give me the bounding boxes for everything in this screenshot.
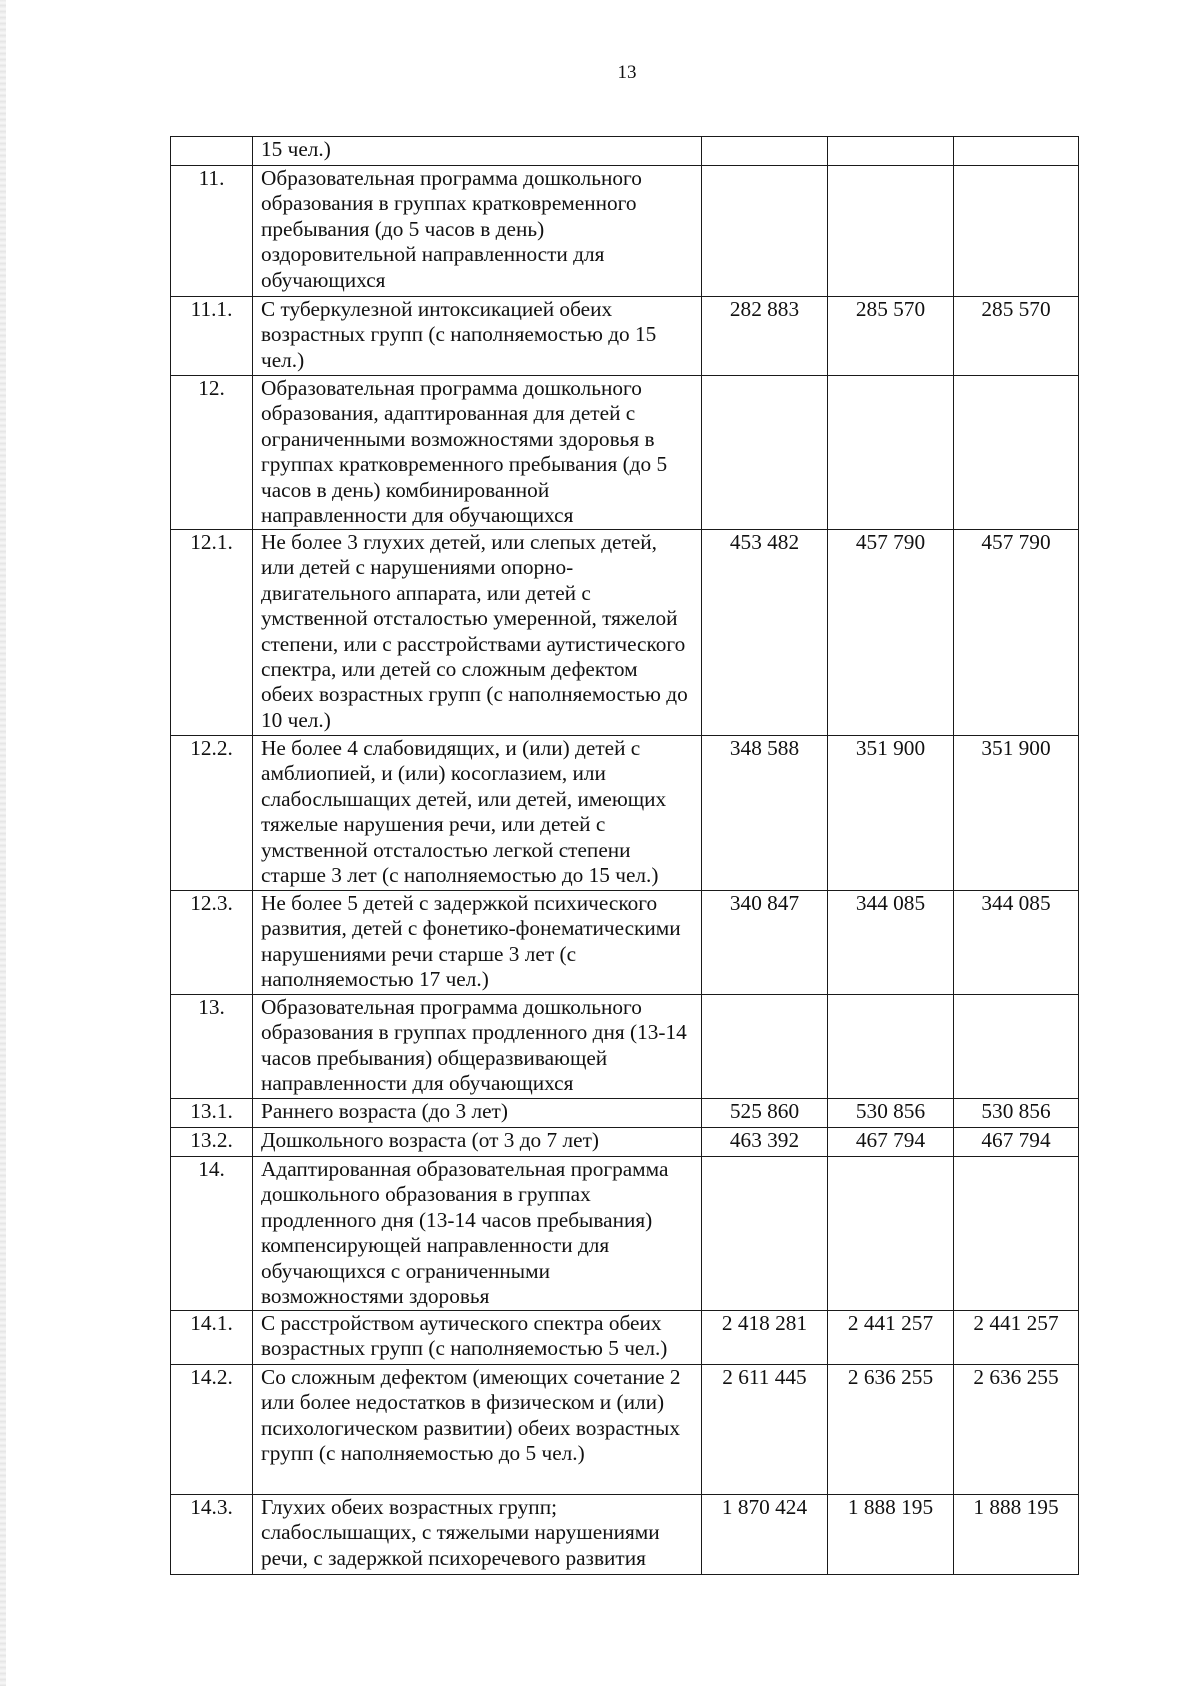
row-number: 14.3. [171, 1495, 253, 1575]
row-value-1 [702, 1157, 828, 1311]
row-value-2: 530 856 [828, 1099, 954, 1128]
row-value-2: 2 441 257 [828, 1311, 954, 1365]
row-value-3: 457 790 [954, 530, 1079, 736]
row-number: 13. [171, 995, 253, 1099]
row-value-2: 457 790 [828, 530, 954, 736]
row-value-3: 467 794 [954, 1128, 1079, 1157]
row-value-3: 285 570 [954, 297, 1079, 376]
row-value-2 [828, 995, 954, 1099]
row-value-1: 463 392 [702, 1128, 828, 1157]
row-description: Не более 4 слабовидящих, и (или) детей с амблиопией, и (или) косоглазием, или слабослышащих детей, или детей, имеющих тяжелые нарушения речи, или детей с умственной отсталостью легкой степени старше 3 лет (с наполняемостью до 15 чел.) [253, 736, 702, 891]
row-description: С расстройством аутического спектра обеих возрастных групп (с наполняемостью 5 чел.) [253, 1311, 702, 1365]
row-value-3 [954, 166, 1079, 297]
row-number: 11. [171, 166, 253, 297]
row-description: Образовательная программа дошкольного образования в группах продленного дня (13-14 часов пребывания) общеразвивающей направленности для обучающихся [253, 995, 702, 1099]
row-value-2: 2 636 255 [828, 1365, 954, 1495]
row-value-1 [702, 137, 828, 166]
row-description: Глухих обеих возрастных групп; слабослышащих, с тяжелыми нарушениями речи, с задержкой психоречевого развития [253, 1495, 702, 1575]
page-number: 13 [617, 62, 637, 83]
row-number: 14.1. [171, 1311, 253, 1365]
row-value-3 [954, 137, 1079, 166]
table-row [171, 1311, 1079, 1365]
scan-edge [0, 0, 6, 1686]
row-description: Не более 5 детей с задержкой психического развития, детей с фонетико-фонематическими нарушениями речи старше 3 лет (с наполняемостью 17 чел.) [253, 891, 702, 995]
row-value-1: 1 870 424 [702, 1495, 828, 1575]
row-value-3: 1 888 195 [954, 1495, 1079, 1575]
row-value-1 [702, 376, 828, 530]
row-number: 12.2. [171, 736, 253, 891]
row-value-2: 351 900 [828, 736, 954, 891]
row-value-1: 282 883 [702, 297, 828, 376]
row-value-3: 351 900 [954, 736, 1079, 891]
row-value-1: 340 847 [702, 891, 828, 995]
row-description: Со сложным дефектом (имеющих сочетание 2 или более недостатков в физическом и (или) психологическом развитии) обеих возрастных групп (с наполняемостью до 5 чел.) [253, 1365, 702, 1495]
row-value-3 [954, 376, 1079, 530]
row-description: 15 чел.) [253, 137, 702, 166]
row-value-3: 2 636 255 [954, 1365, 1079, 1495]
row-value-3 [954, 1157, 1079, 1311]
row-value-2 [828, 166, 954, 297]
row-value-2 [828, 1157, 954, 1311]
row-number [171, 137, 253, 166]
row-value-2: 344 085 [828, 891, 954, 995]
table-row [171, 1365, 1079, 1495]
row-description: Дошкольного возраста (от 3 до 7 лет) [253, 1128, 702, 1157]
row-description: Образовательная программа дошкольного образования, адаптированная для детей с ограниченными возможностями здоровья в группах кратковременного пребывания (до 5 часов в день) комбинированной направленности для обучающихся [253, 376, 702, 530]
row-value-3: 530 856 [954, 1099, 1079, 1128]
row-value-1 [702, 995, 828, 1099]
row-value-3: 344 085 [954, 891, 1079, 995]
row-description: Раннего возраста (до 3 лет) [253, 1099, 702, 1128]
row-value-1 [702, 166, 828, 297]
row-number: 12.1. [171, 530, 253, 736]
table-body [171, 137, 1079, 1575]
row-description: С туберкулезной интоксикацией обеих возрастных групп (с наполняемостью до 15 чел.) [253, 297, 702, 376]
row-description: Не более 3 глухих детей, или слепых детей, или детей с нарушениями опорно-двигательного аппарата, или детей с умственной отсталостью умеренной, тяжелой степени, или с расстройствами аутистического спектра, или детей со сложным дефектом обеих возрастных групп (с наполняемостью до 10 чел.) [253, 530, 702, 736]
row-value-2: 467 794 [828, 1128, 954, 1157]
row-value-2: 285 570 [828, 297, 954, 376]
row-number: 14. [171, 1157, 253, 1311]
row-number: 13.1. [171, 1099, 253, 1128]
row-value-2 [828, 376, 954, 530]
row-value-1: 525 860 [702, 1099, 828, 1128]
row-number: 11.1. [171, 297, 253, 376]
row-value-2: 1 888 195 [828, 1495, 954, 1575]
row-number: 12.3. [171, 891, 253, 995]
row-description: Образовательная программа дошкольного образования в группах кратковременного пребывания (до 5 часов в день) оздоровительной направленности для обучающихся [253, 166, 702, 297]
table-row [171, 166, 1079, 297]
table-row [171, 297, 1079, 376]
row-description: Адаптированная образовательная программа дошкольного образования в группах продленного дня (13-14 часов пребывания) компенсирующей направленности для обучающихся с ограниченными возможностями здоровья [253, 1157, 702, 1311]
row-number: 12. [171, 376, 253, 530]
row-value-3: 2 441 257 [954, 1311, 1079, 1365]
table-row [171, 995, 1079, 1099]
table-row [171, 376, 1079, 530]
row-value-2 [828, 137, 954, 166]
table-row [171, 736, 1079, 891]
table-row [171, 891, 1079, 995]
table-row [171, 1495, 1079, 1575]
tariff-table [170, 136, 1079, 1575]
table-row [171, 1128, 1079, 1157]
row-value-3 [954, 995, 1079, 1099]
row-value-1: 2 418 281 [702, 1311, 828, 1365]
table-row [171, 1157, 1079, 1311]
table-row [171, 1099, 1079, 1128]
row-value-1: 453 482 [702, 530, 828, 736]
table-row [171, 137, 1079, 166]
row-value-1: 348 588 [702, 736, 828, 891]
row-number: 13.2. [171, 1128, 253, 1157]
row-number: 14.2. [171, 1365, 253, 1495]
row-value-1: 2 611 445 [702, 1365, 828, 1495]
table-row [171, 530, 1079, 736]
